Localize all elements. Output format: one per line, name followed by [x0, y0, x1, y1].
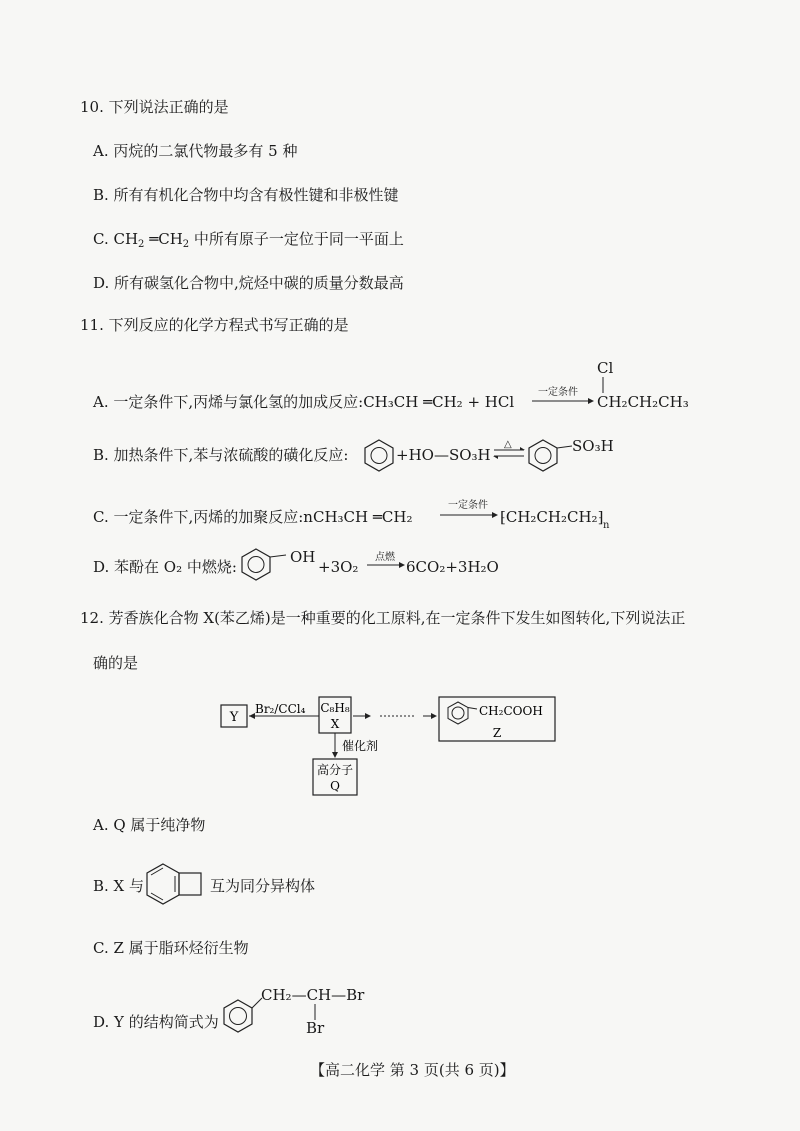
diagram-reagent: Br₂/CCl₄ — [255, 702, 306, 716]
q12-option-c: C. Z 属于脂环烃衍生物 — [93, 939, 249, 957]
q12-option-b-post: 互为同分异构体 — [210, 877, 316, 895]
q11-d-oh: OH — [290, 548, 316, 566]
benzene-ring-icon — [218, 996, 266, 1038]
q10-option-b: B. 所有有机化合物中均含有极性键和非极性键 — [93, 186, 399, 204]
q11-b-condition: △ — [504, 439, 512, 450]
q12-d-chain: CH₂—CH—Br — [261, 986, 365, 1004]
q10-option-c: C. $CH_2$ $═CH_2$ 中所有原子一定位于同一平面上 — [93, 230, 404, 250]
q10-option-c-pre: C. CH — [93, 230, 139, 248]
diagram-q: Q — [330, 779, 340, 793]
benzocyclobutene-icon — [141, 860, 207, 910]
q11-stem: 11. 下列反应的化学方程式书写正确的是 — [80, 316, 349, 334]
benzene-ring-icon — [362, 438, 396, 472]
q11-option-c: C. 一定条件下,丙烯的加聚反应:nCH₃CH ═CH₂ — [93, 508, 413, 526]
diagram-z: Z — [492, 726, 502, 740]
q11-option-d: D. 苯酚在 O₂ 中燃烧: — [93, 558, 237, 576]
q11-d-arrow — [367, 560, 405, 570]
diagram-z-group: CH₂COOH — [479, 704, 543, 718]
benzene-ring-icon — [448, 702, 477, 724]
q12-stem-line1: 12. 芳香族化合物 X(苯乙烯)是一种重要的化工原料,在一定条件下发生如图转化,下列说法正 — [80, 609, 686, 627]
q12-d-br: Br — [306, 1019, 325, 1037]
diagram-x: X — [330, 717, 340, 731]
q11-c-arrow — [440, 510, 498, 520]
benzene-ring-icon — [526, 438, 574, 472]
q11-c-product: ⁅CH₂CH₂CH₂⁆ — [500, 508, 604, 526]
q10-option-a: A. 丙烷的二氯代物最多有 5 种 — [93, 142, 298, 160]
q12-option-d: D. Y 的结构简式为 — [93, 1013, 219, 1031]
q10-option-c-mid: ═CH — [144, 230, 183, 248]
q12-option-a: A. Q 属于纯净物 — [93, 816, 206, 834]
q11-b-product: SO₃H — [572, 437, 614, 455]
q12-option-b-pre: B. X 与 — [93, 877, 145, 895]
q10-option-c-post: 中所有原子一定位于同一平面上 — [189, 230, 404, 248]
q12-stem-line2: 确的是 — [93, 654, 139, 672]
q11-option-a: A. 一定条件下,丙烯与氯化氢的加成反应:CH₃CH ═CH₂ + HCl — [93, 393, 515, 411]
diagram-y: Y — [229, 710, 239, 725]
q11-d-product: 6CO₂+3H₂O — [406, 558, 499, 576]
diagram-catalyst: 催化剂 — [342, 739, 379, 753]
q11-c-n: n — [603, 520, 610, 531]
diagram-polymer: 高分子 — [316, 763, 354, 777]
q11-a-arrow — [532, 396, 594, 406]
q11-option-b: B. 加热条件下,苯与浓硫酸的磺化反应: — [93, 446, 349, 464]
phenol-ring-icon — [238, 546, 292, 582]
q11-c-condition: 一定条件 — [448, 500, 488, 511]
q11-a-product: CH₂CH₂CH₃ — [597, 393, 689, 411]
page-footer: 【高二化学 第 3 页(共 6 页)】 — [310, 1061, 515, 1079]
q10-stem: 10. 下列说法正确的是 — [80, 98, 229, 116]
q11-a-condition: 一定条件 — [538, 387, 578, 398]
q10-option-d: D. 所有碳氢化合物中,烷烃中碳的质量分数最高 — [93, 274, 404, 292]
conversion-diagram — [215, 695, 560, 800]
q11-b-reversible-arrow — [492, 447, 526, 459]
q11-d-middle: +3O₂ — [318, 558, 359, 576]
q11-b-middle: +HO—SO₃H — [396, 446, 491, 464]
diagram-x-formula: C₈H₈ — [320, 701, 350, 715]
q11-d-condition: 点燃 — [375, 552, 395, 563]
q11-a-cl: Cl — [597, 359, 614, 377]
